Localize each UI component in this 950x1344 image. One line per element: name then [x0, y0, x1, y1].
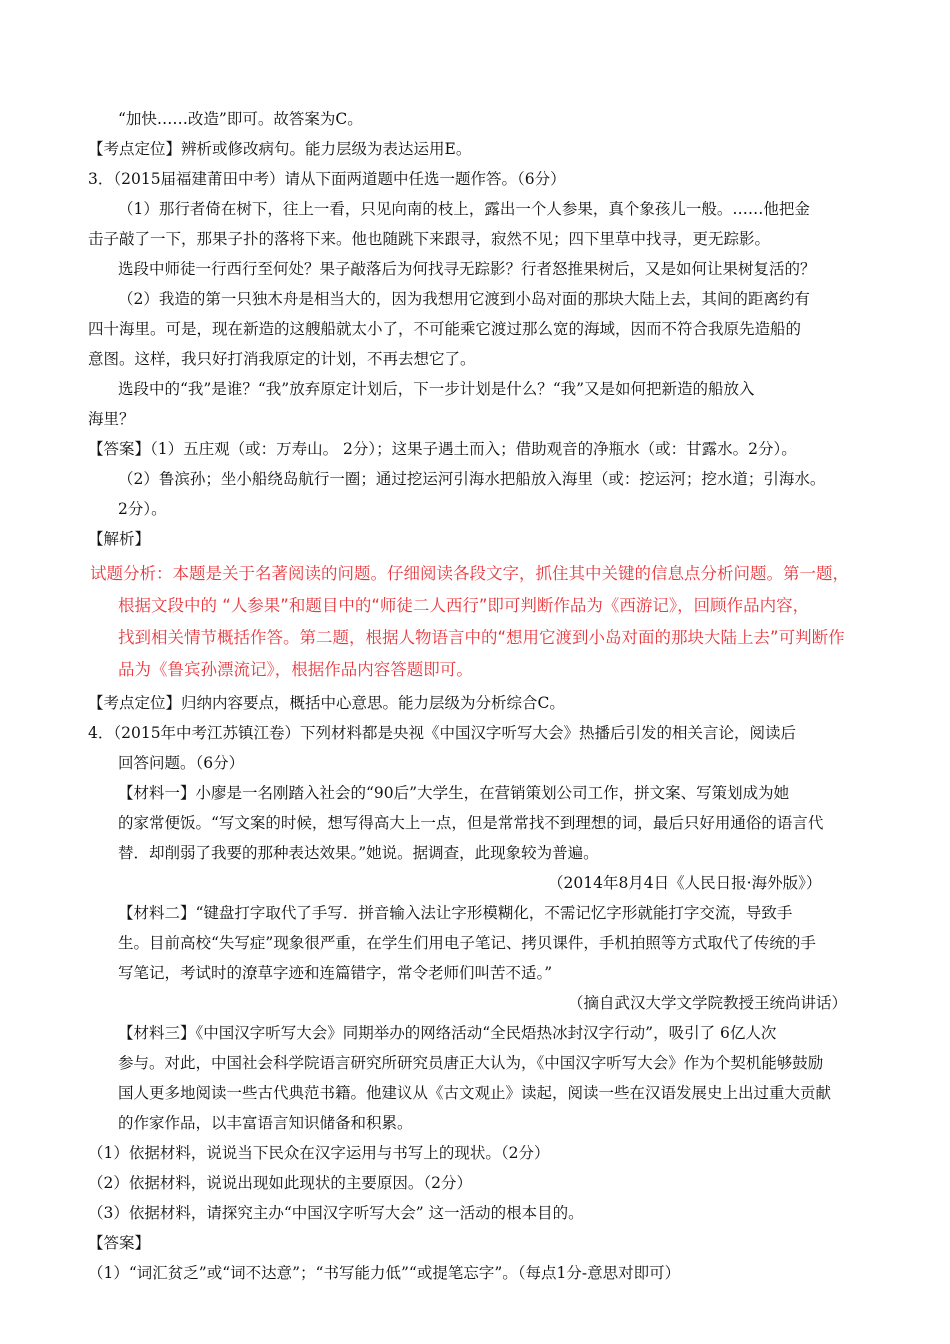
material-one: 的家常便饭。“写文案的时候，想写得高大上一点，但是常常找不到理想的词，最后只好用通俗的语言代	[118, 814, 824, 832]
material-three: 参与。对此，中国社会科学院语言研究所研究员唐正大认为，《中国汉字听写大会》作为个契机能够鼓励	[118, 1054, 824, 1072]
material-three: 【材料三】《中国汉字听写大会》同期举办的网络活动“全民焐热冰封汉字行动”，吸引了 6亿人次	[118, 1024, 777, 1042]
material-two-source: （摘自武汉大学文学院教授王统尚讲话）	[568, 994, 848, 1012]
text-line: 【考点定位】归纳内容要点，概括中心意思。能力层级为分析综合C。	[88, 694, 565, 712]
analysis-text: 找到相关情节概括作答。第二题，根据人物语言中的“想用它渡到小岛对面的那块大陆上去”可判断作	[118, 628, 845, 647]
text-line: 海里？	[88, 410, 135, 428]
text-line: （2）我造的第一只独木舟是相当大的，因为我想用它渡到小岛对面的那块大陆上去，其间的距离约有	[118, 290, 810, 308]
sub-question: （3）依据材料，请探究主办“中国汉字听写大会” 这一活动的根本目的。	[88, 1204, 584, 1222]
material-two: 写笔记，考试时的潦草字迹和连篇错字，常令老师们叫苦不适。”	[118, 964, 553, 982]
text-line: 四十海里。可是，现在新造的这艘船就太小了，不可能乘它渡过那么宽的海域，因而不符合我原先造船的	[88, 320, 802, 338]
material-one-source: （2014年8月4日《人民日报·海外版》）	[548, 874, 822, 892]
sub-question: （2）依据材料，说说出现如此现状的主要原因。（2分）	[88, 1174, 472, 1192]
text-line: 选段中的“我”是谁？“我”放弃原定计划后，下一步计划是什么？“我”又是如何把新造的船放入	[118, 380, 755, 398]
question-3-heading: 3．（2015届福建莆田中考）请从下面两道题中任选一题作答。（6分）	[88, 170, 566, 188]
text-line: （1）那行者倚在树下，往上一看，只见向南的枝上，露出一个人参果，真个象孩儿一般。……他把金	[118, 200, 810, 218]
answer-heading: 【答案】	[88, 1234, 151, 1252]
material-two: 生。目前高校“失写症”现象很严重，在学生们用电子笔记、拷贝课件，手机拍照等方式取代了传统的手	[118, 934, 816, 952]
material-three: 国人更多地阅读一些古代典范书籍。他建议从《古文观止》读起，阅读一些在汉语发展史上出过重大贡献	[118, 1084, 832, 1102]
material-one: 【材料一】小廖是一名刚踏入社会的“90后”大学生，在营销策划公司工作，拼文案、写策划成为她	[118, 784, 790, 802]
text-line: 回答问题。（6分）	[118, 754, 245, 772]
answer-line: 2分）。	[118, 500, 167, 518]
answer-line: （2）鲁滨孙；坐小船绕岛航行一圈；通过挖运河引海水把船放入海里（或：挖运河；挖水道；引海水。	[118, 470, 826, 488]
analysis-text: 品为《鲁宾孙漂流记》，根据作品内容答题即可。	[118, 660, 473, 679]
analysis-text: 根据文段中的 “人参果”和题目中的“师徒二人西行”即可判断作品为《西游记》，回顾作品内容，	[118, 596, 810, 615]
text-line: 击子敲了一下，那果子扑的落将下来。他也随跳下来跟寻，寂然不见；四下里草中找寻，更无踪影。	[88, 230, 771, 248]
material-three: 的作家作品，以丰富语言知识储备和积累。	[118, 1114, 413, 1132]
question-4-heading: 4．（2015年中考江苏镇江卷）下列材料都是央视《中国汉字听写大会》热播后引发的相关言论，阅读后	[88, 724, 797, 742]
answer-line: 【答案】（1）五庄观（或：万寿山。 2分）；这果子遇土而入；借助观音的净瓶水（或：甘露水。2分）。	[88, 440, 797, 458]
answer-line: （1）“词汇贫乏”或“词不达意”；“书写能力低”“或提笔忘字”。（每点1分-意思对即可）	[88, 1264, 681, 1282]
text-line: 选段中师徒一行西行至何处？果子敲落后为何找寻无踪影？行者怒推果树后，又是如何让果树复活的？	[118, 260, 816, 278]
material-two: 【材料二】“键盘打字取代了手写．拼音输入法让字形模糊化，不需记忆字形就能打字交流，导致手	[118, 904, 793, 922]
analysis-text: 试题分析：本题是关于名著阅读的问题。仔细阅读各段文字，抓住其中关键的信息点分析问题。第一题，	[90, 564, 849, 583]
text-line: 【考点定位】辨析或修改病句。能力层级为表达运用E。	[88, 140, 472, 158]
analysis-heading: 【解析】	[88, 530, 151, 548]
sub-question: （1）依据材料，说说当下民众在汉字运用与书写上的现状。（2分）	[88, 1144, 550, 1162]
text-line: “加快……改造”即可。故答案为C。	[118, 110, 363, 128]
material-one: 替．却削弱了我要的那种表达效果。”她说。据调查，此现象较为普遍。	[118, 844, 599, 862]
text-line: 意图。这样，我只好打消我原定的计划，不再去想它了。	[88, 350, 476, 368]
